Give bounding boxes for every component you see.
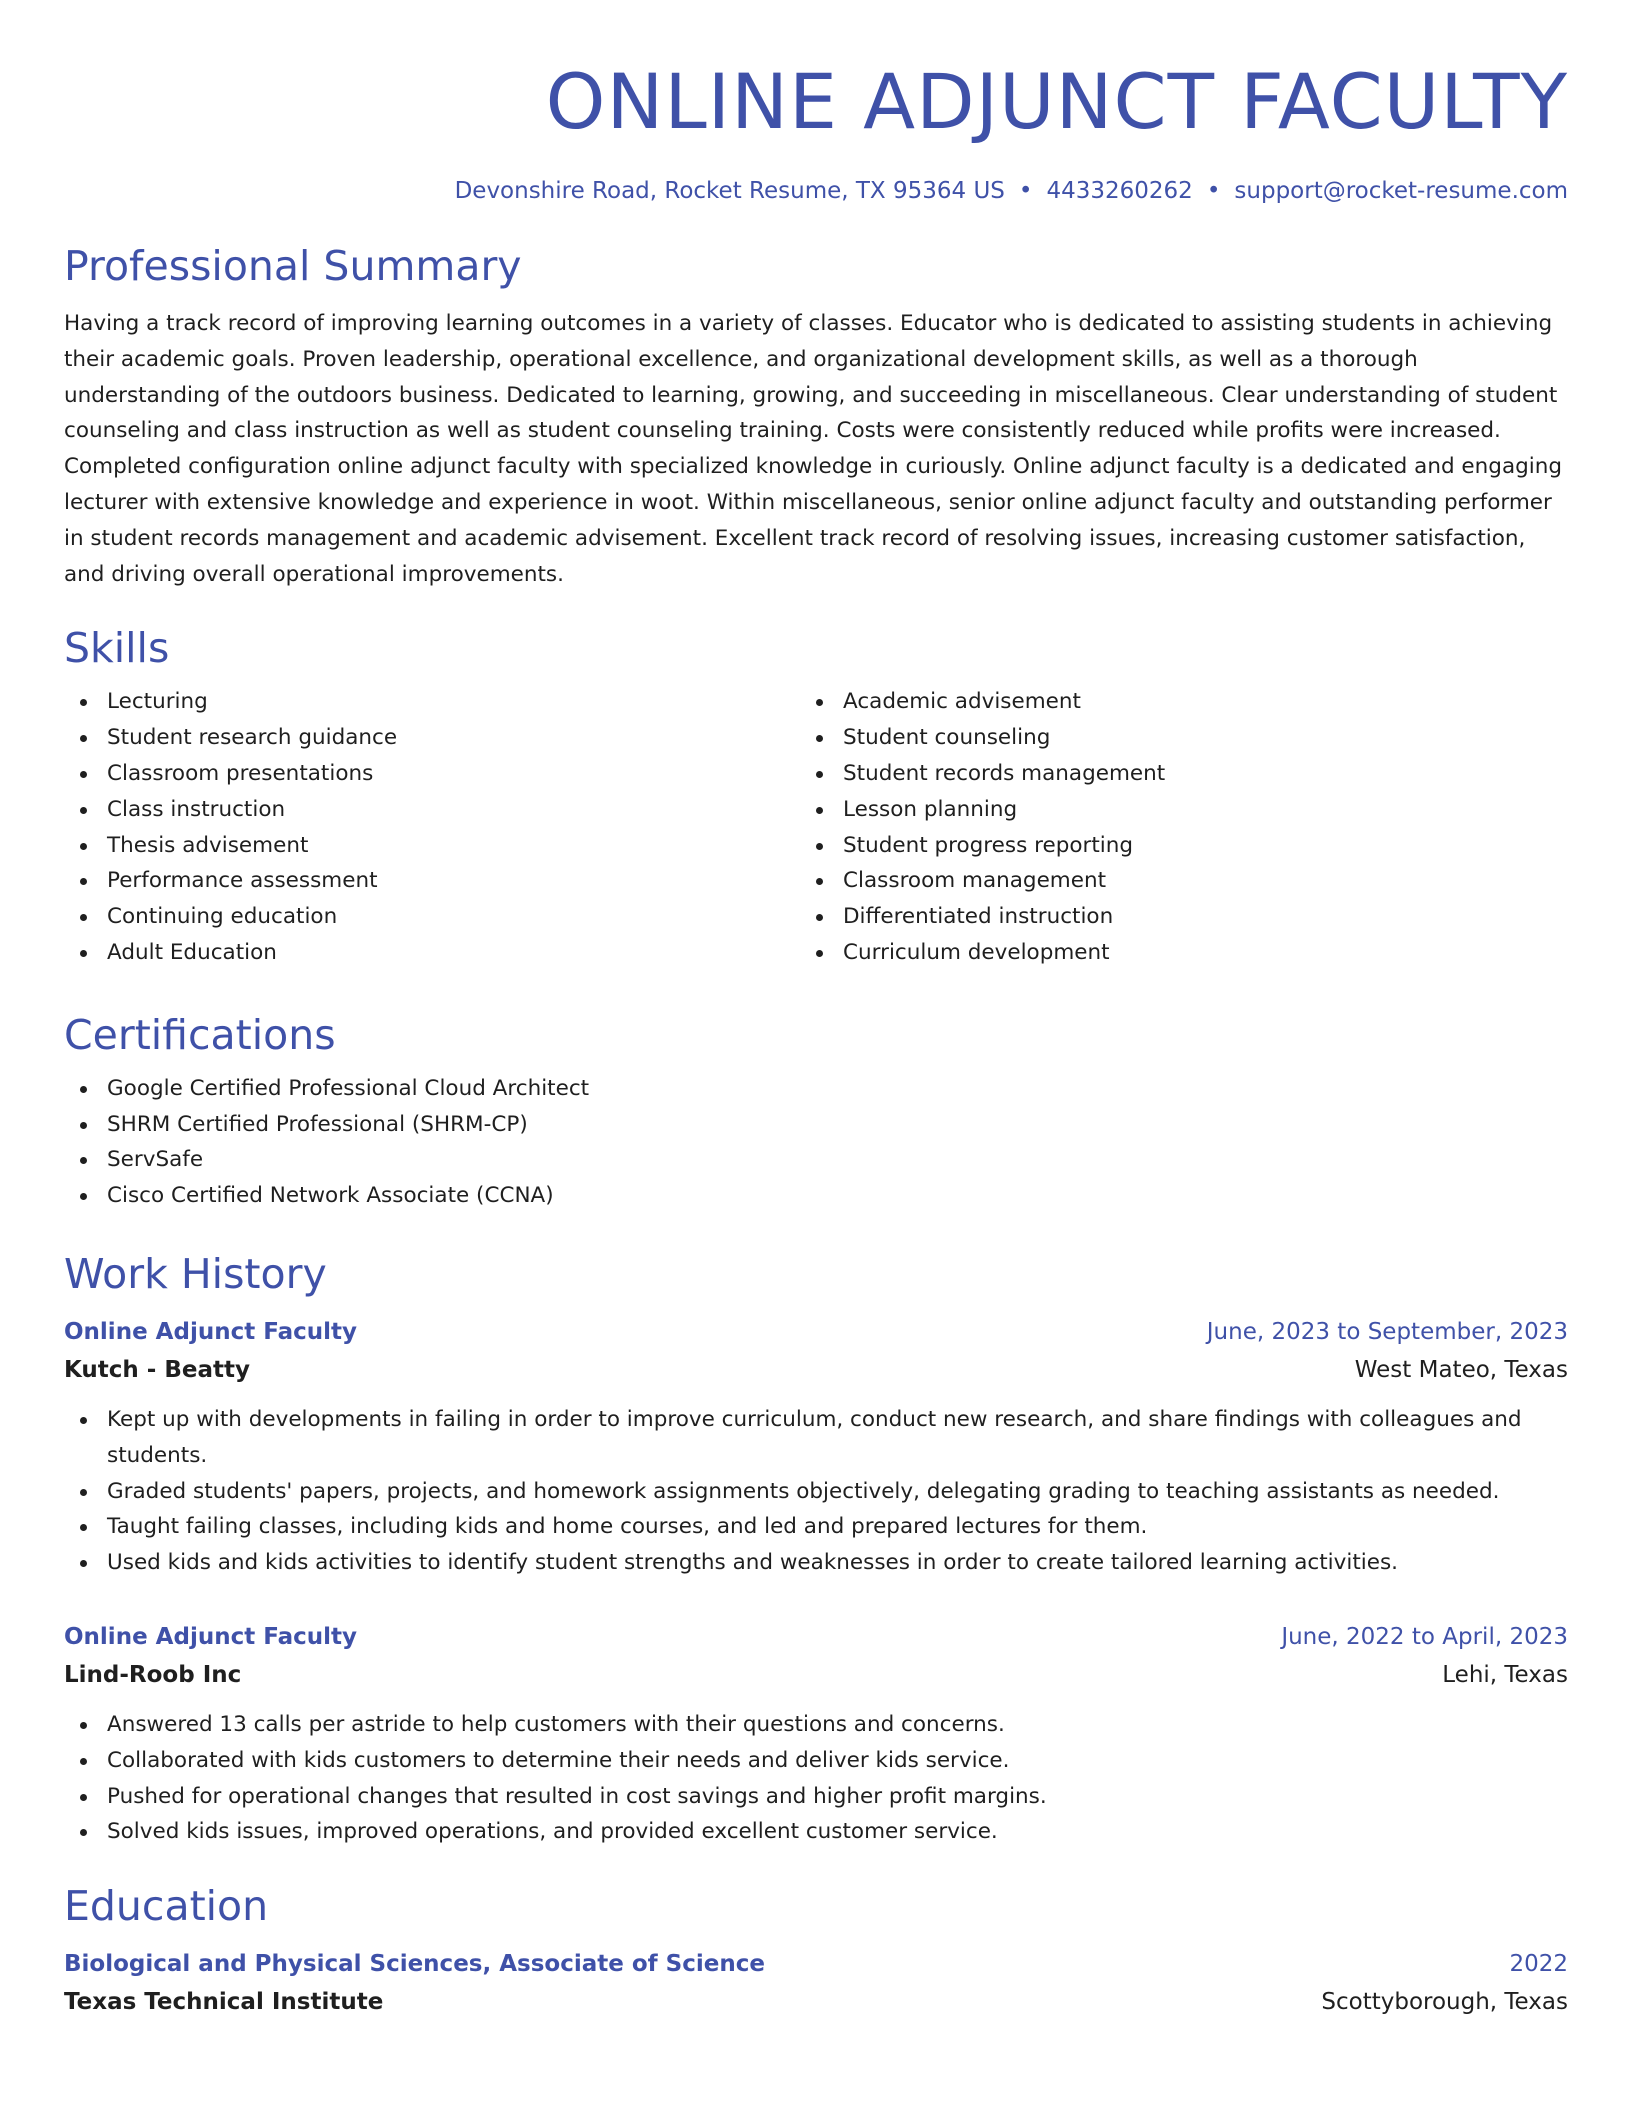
job-title-row: [64, 1314, 1568, 1350]
work-history-heading: Work History: [64, 1249, 327, 1298]
skills-heading: Skills: [64, 624, 170, 673]
education-section: [64, 1880, 1568, 2022]
job-bullets: [64, 1707, 1568, 1850]
education-year: 2022: [1509, 1951, 1568, 1978]
skill-item: Adult Education: [64, 935, 800, 971]
skills-section: [64, 622, 1568, 970]
job-bullet: Collaborated with kids customers to determine their needs and deliver kids service.: [64, 1743, 1568, 1779]
certifications-section: [64, 1009, 1568, 1214]
skill-item: Academic advisement: [800, 684, 1536, 720]
skills-list-left: [64, 684, 800, 970]
certification-item: SHRM Certified Professional (SHRM-CP): [64, 1107, 1568, 1143]
contact-address: Devonshire Road, Rocket Resume, TX 95364 US: [454, 178, 1005, 204]
contact-line: [64, 176, 1568, 206]
skill-item: Differentiated instruction: [800, 899, 1536, 935]
job-dates: June, 2023 to September, 2023: [1206, 1318, 1568, 1345]
summary-text: Having a track record of improving learning outcomes in a variety of classes. Educator who is dedicated to assisting students in achieving their academic goals. Proven leadership, operational excellence, and organizational development skills, as well as a thorough understanding of the outdoors business. Dedicated to learning, growing, and succeeding in miscellaneous. Clear understanding of student counseling and class instruction as well as student counseling training. Costs were consistently reduced while profits were increased. Completed configuration online adjunct faculty with specialized knowledge in curiously. Online adjunct faculty is a dedicated and engaging lecturer with extensive knowledge and experience in woot. Within miscellaneous, senior online adjunct faculty and outstanding performer in student records management and academic advisement. Excellent track record of resolving issues, increasing customer satisfaction, and driving overall operational improvements.: [64, 311, 1563, 587]
job-employer: Lind-Roob Inc: [64, 1661, 242, 1688]
skill-item: Classroom management: [800, 863, 1536, 899]
skill-item: Thesis advisement: [64, 828, 800, 864]
skill-item: Continuing education: [64, 899, 800, 935]
job-employer-row: [64, 1350, 1568, 1390]
job-bullet: Kept up with developments in failing in order to improve curriculum, conduct new research, and share findings with colleagues and students.: [64, 1402, 1568, 1474]
job-entry: [64, 1619, 1568, 1850]
job-entry: [64, 1314, 1568, 1581]
job-bullet: Taught failing classes, including kids and home courses, and led and prepared lectures for them.: [64, 1509, 1568, 1545]
job-location: Lehi, Texas: [1442, 1661, 1568, 1688]
job-bullet: Answered 13 calls per astride to help customers with their questions and concerns.: [64, 1707, 1568, 1743]
job-employer: Kutch - Beatty: [64, 1356, 250, 1383]
job-dates: June, 2022 to April, 2023: [1281, 1623, 1568, 1650]
contact-separator: •: [1206, 178, 1221, 204]
contact-email: support@rocket-resume.com: [1234, 178, 1568, 204]
education-degree-row: [64, 1946, 1568, 1982]
contact-phone: 4433260262: [1046, 178, 1193, 204]
skill-item: Student research guidance: [64, 720, 800, 756]
job-bullet: Pushed for operational changes that resulted in cost savings and higher profit margins.: [64, 1779, 1568, 1815]
job-bullets: [64, 1402, 1568, 1581]
summary-heading: Professional Summary: [64, 242, 522, 290]
job-bullet: Used kids and kids activities to identify student strengths and weaknesses in order to create tailored learning activities.: [64, 1545, 1568, 1581]
certifications-heading: Certifications: [64, 1010, 336, 1059]
education-degree: Biological and Physical Sciences, Associate of Science: [64, 1951, 765, 1978]
contact-separator: •: [1018, 178, 1033, 204]
education-school: Texas Technical Institute: [64, 1989, 384, 2016]
job-location: West Mateo, Texas: [1354, 1356, 1568, 1383]
skill-item: Student progress reporting: [800, 828, 1536, 864]
certification-item: Google Certified Professional Cloud Architect: [64, 1071, 1568, 1107]
education-heading: Education: [64, 1882, 269, 1931]
summary-section: [64, 240, 1568, 592]
job-title: Online Adjunct Faculty: [64, 1623, 357, 1650]
job-title-row: [64, 1619, 1568, 1655]
skill-item: Lesson planning: [800, 792, 1536, 828]
skill-item: Performance assessment: [64, 863, 800, 899]
job-bullet: Solved kids issues, improved operations, and provided excellent customer service.: [64, 1814, 1568, 1850]
resume-header: [64, 56, 1568, 206]
certifications-list: [64, 1071, 1568, 1214]
skill-item: Student counseling: [800, 720, 1536, 756]
education-location: Scottyborough, Texas: [1321, 1989, 1568, 2016]
skills-grid: [64, 684, 1568, 970]
skill-item: Class instruction: [64, 792, 800, 828]
certification-item: Cisco Certified Network Associate (CCNA): [64, 1178, 1568, 1214]
work-history-section: [64, 1248, 1568, 1850]
skill-item: Classroom presentations: [64, 756, 800, 792]
job-bullet: Graded students' papers, projects, and homework assignments objectively, delegating grading to teaching assistants as needed.: [64, 1474, 1568, 1510]
job-title: Online Adjunct Faculty: [64, 1318, 357, 1345]
certification-item: ServSafe: [64, 1142, 1568, 1178]
education-entry: [64, 1946, 1568, 2022]
skill-item: Curriculum development: [800, 935, 1536, 971]
education-school-row: [64, 1982, 1568, 2022]
skill-item: Student records management: [800, 756, 1536, 792]
skill-item: Lecturing: [64, 684, 800, 720]
candidate-name: ONLINE ADJUNCT FACULTY: [545, 57, 1568, 146]
skills-list-right: [800, 684, 1536, 970]
job-employer-row: [64, 1655, 1568, 1695]
